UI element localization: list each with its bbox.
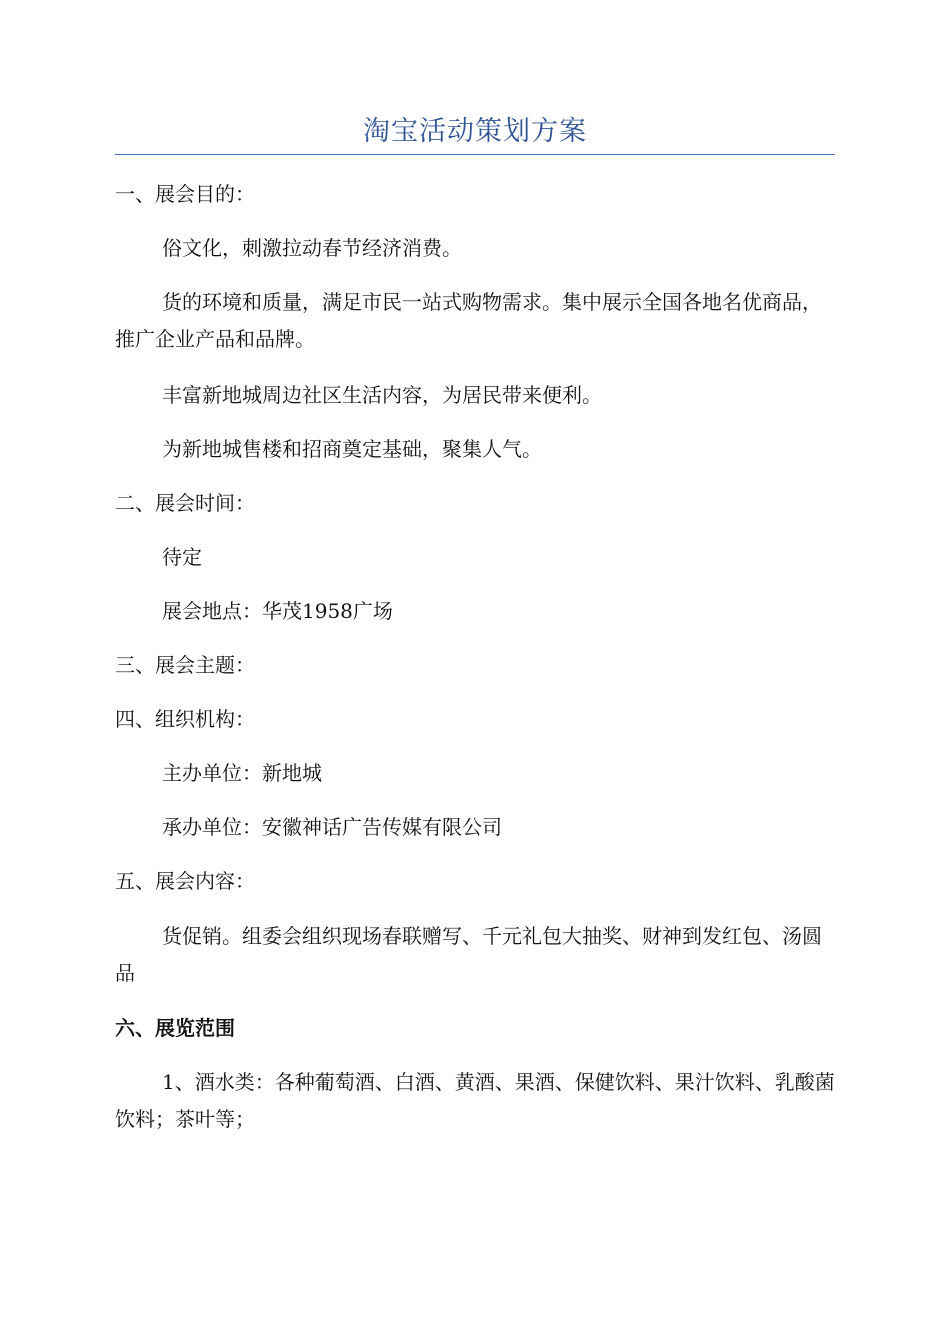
document-title: 淘宝活动策划方案: [363, 116, 587, 147]
heading-purpose: 一、展会目的：: [115, 182, 255, 206]
paragraph-scope-1: 1、酒水类：各种葡萄酒、白酒、黄酒、果酒、保健饮料、果汁饮料、乳酸菌饮料；茶叶等；: [115, 1070, 835, 1131]
heading-content: 五、展会内容：: [115, 869, 255, 893]
paragraph-content: 货促销。组委会组织现场春联赠写、千元礼包大抽奖、财神到发红包、汤圆品: [115, 924, 822, 985]
paragraph-purpose-4: 为新地城售楼和招商奠定基础，聚集人气。: [162, 437, 542, 461]
heading-scope: 六、展览范围: [115, 1016, 235, 1040]
paragraph-purpose-3: 丰富新地城周边社区生活内容，为居民带来便利。: [162, 383, 602, 407]
heading-time: 二、展会时间：: [115, 491, 255, 515]
title-underline: [115, 154, 835, 155]
paragraph-host: 主办单位：新地城: [162, 761, 322, 785]
heading-theme: 三、展会主题：: [115, 653, 255, 677]
paragraph-purpose-2: 货的环境和质量，满足市民一站式购物需求。集中展示全国各地名优商品，推广企业产品和品牌。: [115, 290, 822, 351]
paragraph-organizer: 承办单位：安徽神话广告传媒有限公司: [162, 815, 502, 839]
paragraph-venue: 展会地点：华茂1958广场: [162, 599, 393, 623]
paragraph-purpose-1: 俗文化，刺激拉动春节经济消费。: [162, 236, 462, 260]
paragraph-time: 待定: [162, 545, 202, 569]
heading-organization: 四、组织机构：: [115, 707, 255, 731]
